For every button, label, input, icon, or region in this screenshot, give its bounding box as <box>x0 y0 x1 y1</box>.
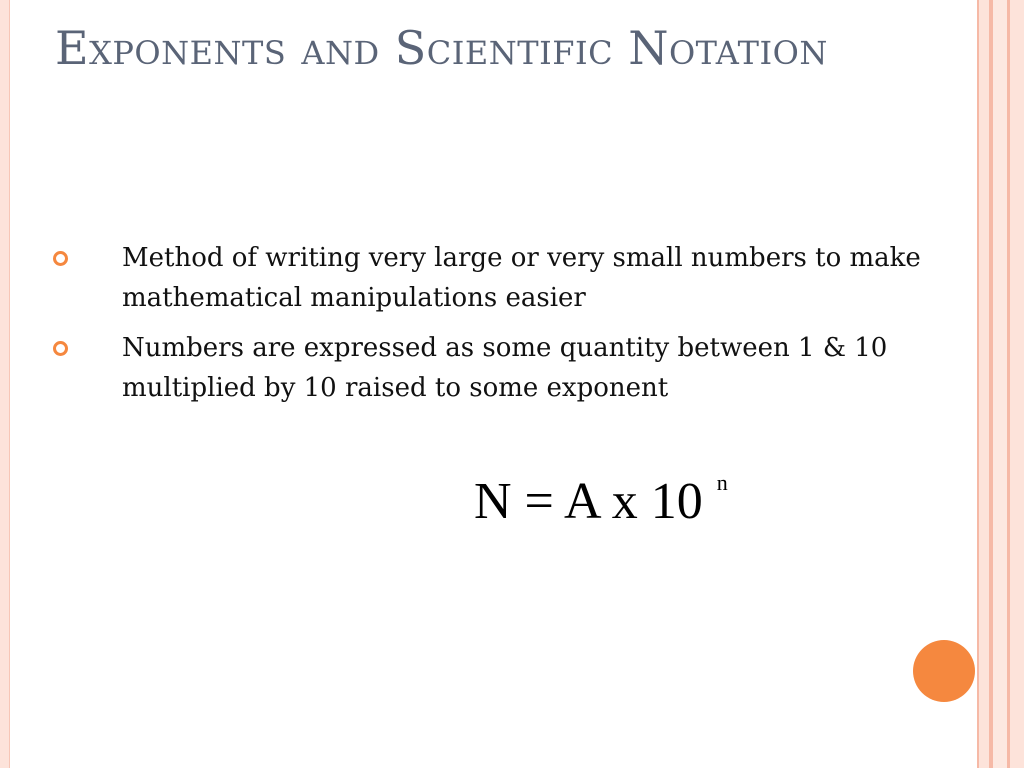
left-border <box>0 0 10 768</box>
right-stripe <box>979 0 989 768</box>
right-stripe <box>993 0 1007 768</box>
formula-exponent: n <box>716 470 728 495</box>
orange-circle-icon <box>913 640 975 702</box>
bullet-circle-icon <box>53 251 68 266</box>
right-stripe <box>1010 0 1024 768</box>
bullet-text: Method of writing very large or very small numbers to make mathematical manipulations easier <box>122 243 921 313</box>
bullet-item <box>52 328 952 408</box>
bullet-circle-icon <box>53 341 68 356</box>
slide-title: Exponents and Scientific Notation <box>55 21 828 75</box>
bullet-item <box>52 238 952 318</box>
bullet-text: Numbers are expressed as some quantity between 1 & 10 multiplied by 10 raised to some exponent <box>122 333 888 403</box>
bullet-list <box>52 238 952 418</box>
formula-base: N = A x 10 <box>474 473 703 530</box>
formula <box>474 470 728 543</box>
